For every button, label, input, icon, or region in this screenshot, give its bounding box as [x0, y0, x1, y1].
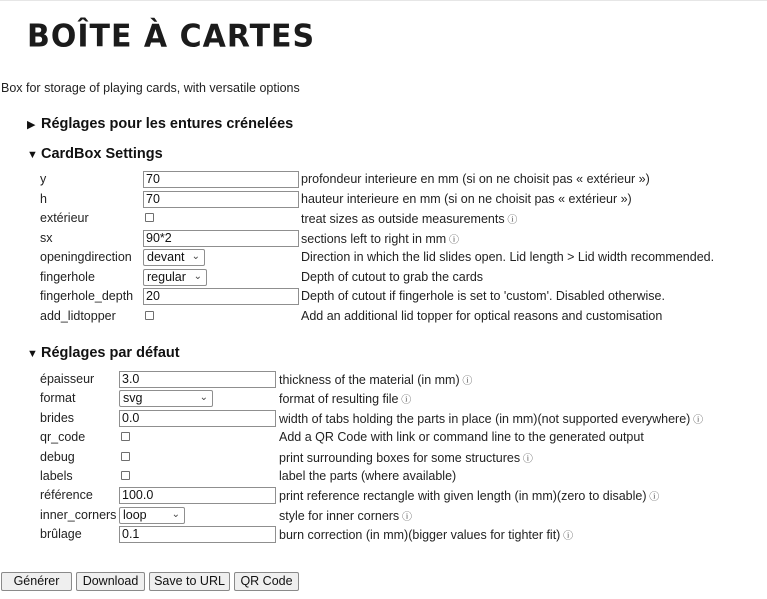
chevron-down-icon: ⌄	[171, 508, 180, 520]
fingerhole-select[interactable]	[143, 269, 207, 286]
setting-description-text: Add an additional lid topper for optical reasons and customisation	[301, 308, 663, 323]
setting-label: y	[40, 172, 47, 186]
setting-description-text: Add a QR Code with link or command line to the generated output	[279, 430, 644, 445]
setting-description-text: Direction in which the lid slides open. Lid length > Lid width recommended.	[301, 250, 715, 264]
setting-description	[301, 289, 665, 303]
setting-description	[279, 430, 644, 444]
setting-label: labels	[40, 469, 73, 483]
section-finger-joints-label: Réglages pour les entures crénelées	[41, 116, 294, 132]
setting-description-text: thickness of the material (in mm)	[279, 373, 460, 387]
y-input[interactable]: 70	[143, 171, 299, 188]
epaisseur-input[interactable]: 3.0	[119, 371, 276, 388]
setting-label: fingerhole_depth	[40, 289, 134, 303]
setting-description-text: Depth of cutout to grab the cards	[301, 269, 484, 284]
section-default-settings-label: Réglages par défaut	[41, 345, 180, 361]
qr-code-button[interactable]: QR Code	[234, 572, 299, 591]
sx-input[interactable]: 90*2	[143, 230, 299, 247]
setting-label: format	[40, 391, 76, 406]
setting-label: h	[40, 191, 47, 206]
fingerhole-depth-input[interactable]: 20	[143, 288, 299, 305]
openingdirection-select[interactable]	[143, 249, 205, 266]
brulage-input[interactable]: 0.1	[119, 526, 276, 543]
setting-description	[279, 508, 412, 523]
setting-description-text: format of resulting file	[279, 392, 399, 407]
setting-label: extérieur	[40, 211, 89, 225]
select-value: svg	[123, 391, 143, 406]
setting-label: fingerhole	[40, 269, 95, 284]
setting-description-text: print reference rectangle with given length (in mm)(zero to disable)	[279, 489, 647, 504]
setting-description-text: print surrounding boxes for some structures	[279, 450, 521, 465]
setting-description	[301, 211, 517, 226]
setting-description-text: profondeur interieure en mm (si on ne choisit pas « extérieur »)	[301, 172, 650, 186]
page-description: Box for storage of playing cards, with versatile options	[1, 81, 300, 95]
section-cardbox-settings[interactable]	[27, 146, 163, 162]
section-default-settings[interactable]	[27, 345, 180, 361]
setting-description-text: treat sizes as outside measurements	[301, 212, 505, 226]
select-value: loop	[123, 507, 147, 522]
setting-description	[301, 172, 650, 186]
brides-input[interactable]: 0.0	[119, 410, 276, 427]
info-icon[interactable]: ⓘ	[398, 395, 412, 407]
format-select[interactable]	[119, 390, 213, 407]
info-icon[interactable]: ⓘ	[520, 453, 533, 465]
download-button[interactable]: Download	[76, 572, 145, 591]
reference-input[interactable]: 100.0	[119, 487, 276, 504]
section-finger-joints[interactable]	[27, 116, 293, 132]
select-value: devant	[147, 250, 185, 264]
setting-label: openingdirection	[40, 250, 132, 264]
chevron-down-icon: ⌄	[199, 392, 208, 404]
info-icon[interactable]: ⓘ	[504, 215, 518, 226]
select-value: regular	[147, 269, 186, 284]
h-input[interactable]: 70	[143, 191, 299, 208]
info-icon[interactable]: ⓘ	[459, 376, 473, 387]
qr-code-checkbox[interactable]	[121, 432, 130, 441]
save-to-url-button[interactable]: Save to URL	[149, 572, 230, 591]
setting-label: inner_corners	[40, 507, 117, 522]
info-icon[interactable]: ⓘ	[646, 492, 660, 504]
setting-label: sx	[40, 230, 53, 245]
setting-label: brûlage	[40, 527, 82, 542]
chevron-down-icon: ⌄	[193, 270, 202, 282]
setting-label: debug	[40, 449, 75, 464]
labels-checkbox[interactable]	[121, 471, 130, 480]
setting-description	[301, 250, 714, 264]
inner-corners-select[interactable]	[119, 507, 185, 524]
setting-description	[301, 309, 662, 323]
setting-label: qr_code	[40, 430, 86, 445]
add-lidtopper-checkbox[interactable]	[145, 311, 154, 320]
setting-label: référence	[40, 488, 93, 503]
setting-description	[301, 192, 632, 206]
setting-description-text: sections left to right in mm	[301, 231, 447, 246]
setting-description	[301, 270, 483, 284]
info-icon[interactable]: ⓘ	[690, 414, 704, 426]
setting-label: épaisseur	[40, 372, 95, 386]
setting-description-text: hauteur interieure en mm (si on ne choisit pas « extérieur »)	[301, 191, 632, 206]
setting-description-text: width of tabs holding the parts in place (in mm)(not supported everywhere)	[279, 411, 691, 426]
exterieur-checkbox[interactable]	[145, 213, 154, 222]
debug-checkbox[interactable]	[121, 452, 130, 461]
setting-description-text: Depth of cutout if fingerhole is set to 'custom'. Disabled otherwise.	[301, 289, 665, 303]
collapse-triangle-icon: ▼	[27, 348, 38, 360]
info-icon[interactable]: ⓘ	[446, 234, 459, 246]
setting-description	[279, 527, 573, 542]
setting-description	[279, 372, 472, 387]
collapse-triangle-icon: ▼	[27, 149, 38, 161]
expand-triangle-icon: ▶	[27, 119, 36, 131]
generate-button[interactable]: Générer	[1, 572, 72, 591]
setting-description	[279, 469, 456, 483]
setting-description	[301, 231, 459, 246]
setting-label: brides	[40, 410, 75, 425]
setting-label: add_lidtopper	[40, 308, 116, 323]
setting-description	[279, 450, 533, 465]
page-title: BOÎTE À CARTES	[27, 18, 316, 55]
setting-description	[279, 411, 703, 426]
setting-description	[279, 488, 659, 503]
setting-description	[279, 391, 411, 406]
setting-description-text: burn correction (in mm)(bigger values for tighter fit)	[279, 528, 561, 543]
top-divider	[0, 0, 767, 1]
setting-description-text: style for inner corners	[279, 508, 400, 523]
section-cardbox-settings-label: CardBox Settings	[41, 146, 163, 162]
setting-description-text: label the parts (where available)	[279, 469, 457, 483]
chevron-down-icon: ⌄	[191, 251, 200, 262]
info-icon[interactable]: ⓘ	[399, 511, 412, 523]
info-icon[interactable]: ⓘ	[560, 531, 574, 543]
